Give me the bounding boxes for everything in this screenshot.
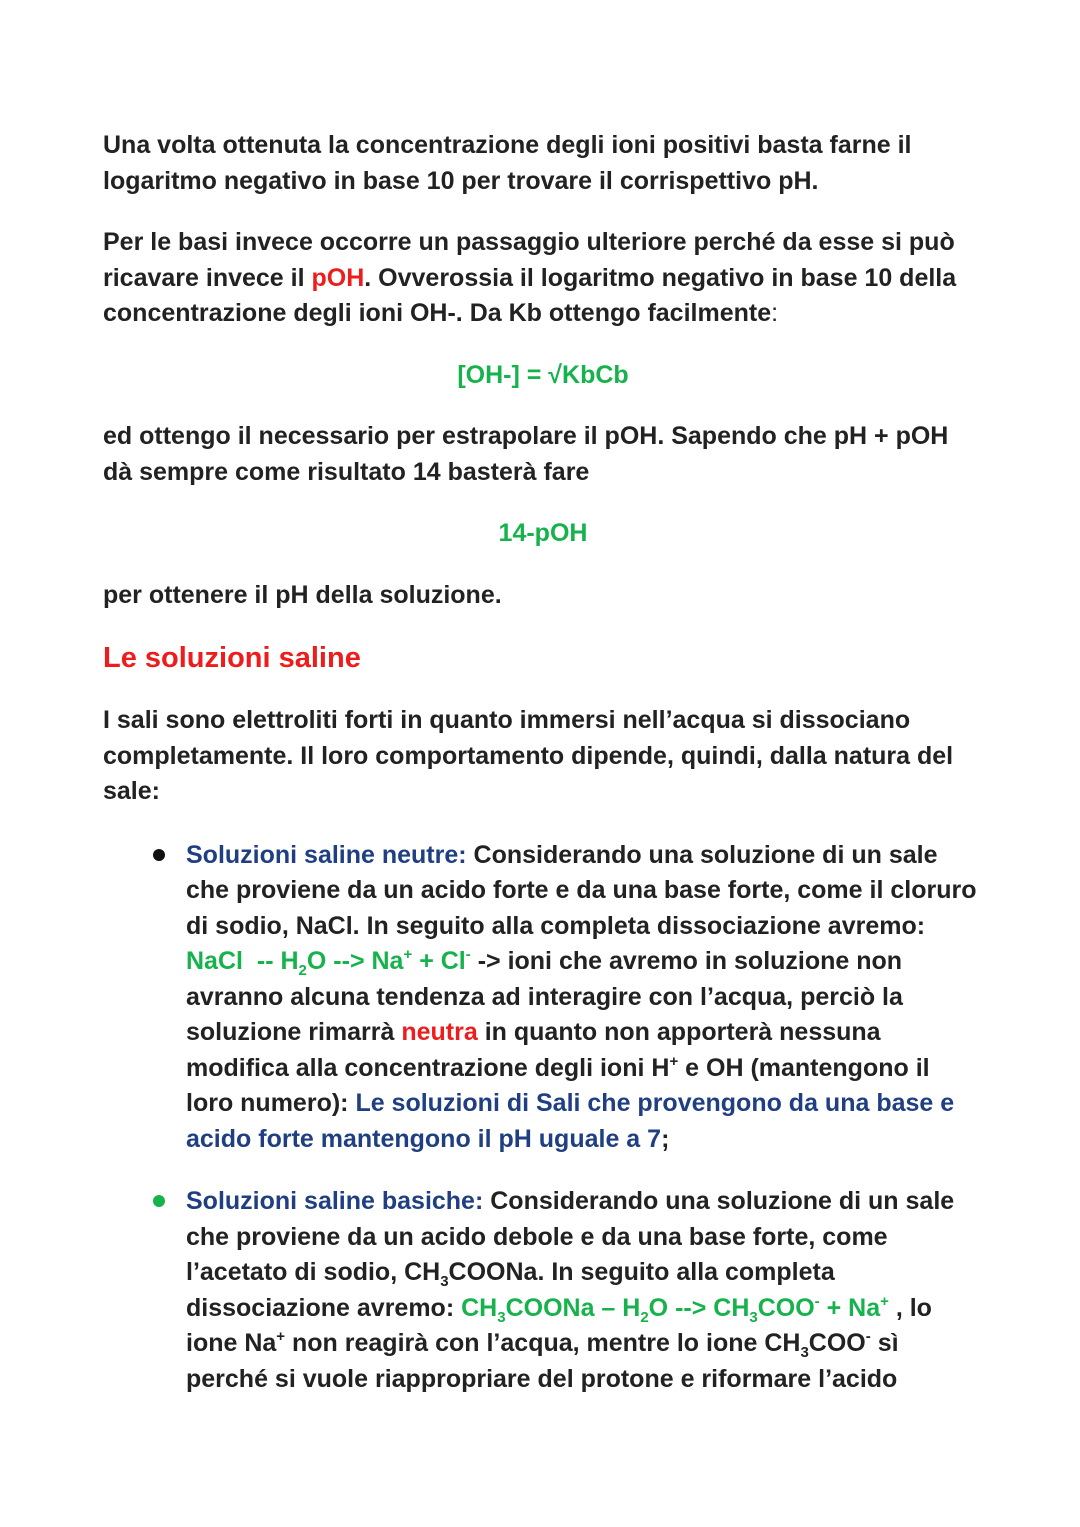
bullet-dot-icon [153, 1195, 165, 1207]
eq-part: O [306, 947, 327, 975]
text-segment: Considerando una soluzione di un sale che proviene da un acido debole e da una base forte, come l’acetato di sodio, CH [186, 1187, 955, 1286]
text-segment: non reagirà con l’acqua, mentre lo ione CH [285, 1329, 801, 1357]
text-segment: -> ioni che avremo in soluzione non avranno alcuna tendenza ad interagire con l’acqua, perciò la soluzione rimarrà [186, 947, 903, 1046]
eq-part: + Na [819, 1293, 881, 1322]
text-segment: Per le basi invece occorre un passaggio ulteriore perché da esse si può ricavare invece il [103, 228, 955, 292]
eq-part: --> [333, 947, 365, 975]
eq-part: + [419, 947, 434, 975]
eq-subscript: 3 [497, 1308, 506, 1326]
text-segment: e OH (mantengono il loro numero): [186, 1053, 930, 1117]
list-item-neutral [186, 838, 983, 1158]
list-item-basic [186, 1184, 983, 1397]
bullet-dot-icon [153, 849, 165, 861]
text-segment: COONa. In seguito alla completa dissociazione avremo: [186, 1258, 835, 1322]
formula-14-poh: 14-pOH [498, 519, 588, 547]
equation-acetate [461, 1292, 889, 1326]
text-segment: COO [808, 1329, 866, 1357]
eq-part: – [594, 1293, 623, 1322]
equation-nacl [186, 946, 471, 979]
superscript: - [865, 1328, 871, 1345]
formula-oh-concentration: [OH-] = √KbCb [457, 360, 629, 389]
colon: : [771, 299, 779, 327]
eq-superscript: + [403, 946, 413, 963]
paragraph-salts: I sali sono elettroliti forti in quanto immersi nell’acqua si dissociano completamente. Il loro comportamento dipende, quindi, dalla natura del sale: [103, 706, 954, 805]
eq-part: COONa [505, 1293, 595, 1322]
text-segment: sì perché si vuole riappropriare del protone e riformare l’acido [186, 1329, 899, 1393]
eq-superscript: - [814, 1292, 820, 1310]
section-heading: Le soluzioni saline [103, 642, 361, 674]
eq-subscript: 2 [640, 1308, 649, 1326]
text-segment: Considerando una soluzione di un sale che proviene da un acido forte e da una base forte, come il cloruro di sodio, NaCl. In seguito alla completa dissociazione avremo: [186, 840, 977, 940]
paragraph-bases [103, 225, 983, 332]
text-segment: in quanto non apporterà nessuna modifica alla concentrazione degli ioni H [186, 1018, 881, 1082]
bullet-title: Soluzioni saline basiche: [186, 1187, 484, 1215]
subscript: 3 [800, 1344, 809, 1361]
text-segment: . Ovverossia il logaritmo negativo in base 10 della concentrazione degli ioni OH-. Da Kb ottengo facilmente [103, 263, 957, 327]
neutral-highlight: neutra [401, 1018, 478, 1046]
superscript: + [669, 1052, 679, 1070]
eq-superscript: + [880, 1292, 889, 1310]
eq-part: O --> [648, 1293, 714, 1322]
document-page [103, 128, 983, 1424]
eq-part: H [280, 947, 299, 975]
eq-part: CH [713, 1293, 750, 1322]
superscript: + [276, 1328, 286, 1345]
subscript: 3 [440, 1273, 449, 1290]
eq-part: Cl [440, 947, 466, 975]
eq-part: NaCl [186, 947, 243, 975]
eq-part: Na [371, 947, 404, 975]
paragraph-ph-calculation: Una volta ottenuta la concentrazione degli ioni positivi basta farne il logaritmo negativo in base 10 per trovare il corrispettivo pH. [103, 131, 912, 195]
eq-superscript: - [465, 946, 471, 963]
eq-subscript: 3 [749, 1308, 758, 1326]
text-segment: , lo ione Na [186, 1293, 932, 1357]
poh-highlight: pOH [311, 263, 365, 292]
eq-part: CH [461, 1293, 498, 1322]
eq-part: COO [757, 1293, 815, 1322]
salt-solutions-list [186, 838, 983, 1398]
eq-subscript: 2 [298, 962, 307, 979]
eq-part: H [622, 1293, 641, 1322]
bullet-title: Soluzioni saline neutre: [186, 840, 467, 869]
paragraph-solution-ph: per ottenere il pH della soluzione. [103, 580, 502, 609]
eq-part: -- [256, 947, 274, 975]
text-segment: ; [661, 1124, 670, 1153]
conclusion-highlight: Le soluzioni di Sali che provengono da una base e acido forte mantengono il pH uguale a 7 [186, 1089, 955, 1153]
paragraph-poh: ed ottengo il necessario per estrapolare il pOH. Sapendo che pH + pOH dà sempre come risultato 14 basterà fare [103, 422, 949, 486]
